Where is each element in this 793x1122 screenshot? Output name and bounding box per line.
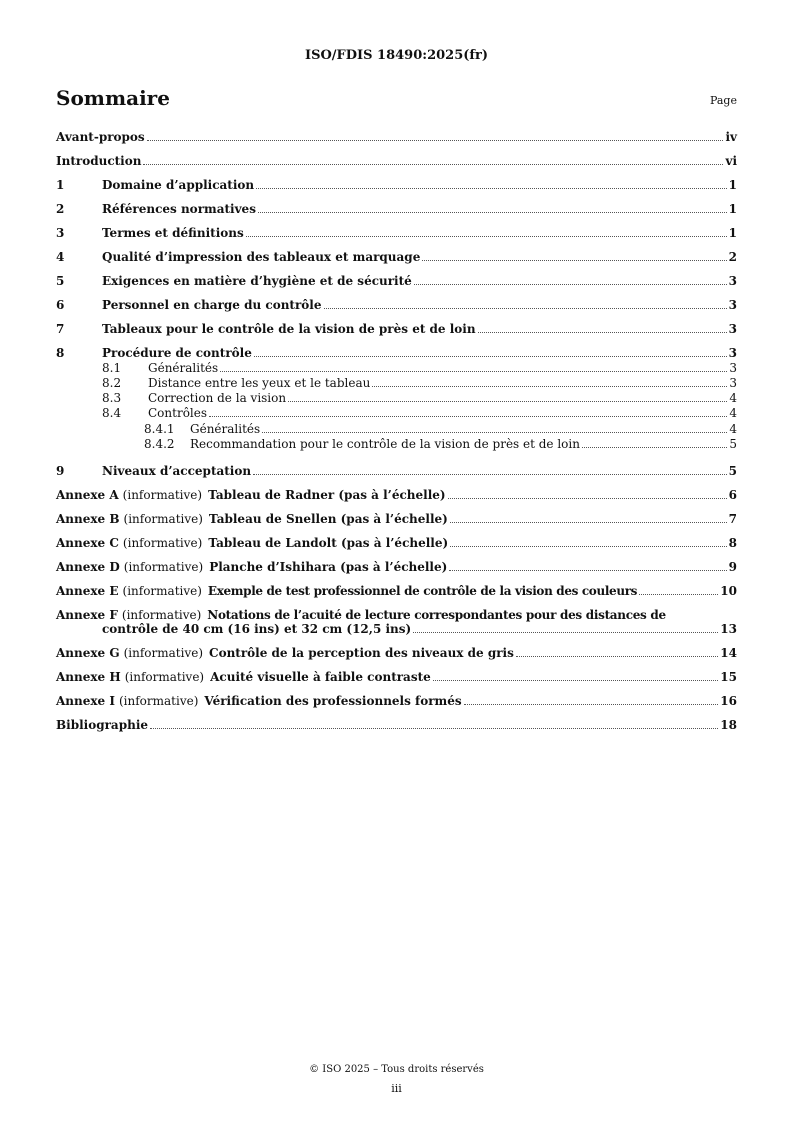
page-title: Sommaire [56, 86, 170, 110]
annex-label: Annexe F [56, 608, 118, 622]
toc-entry-section-1[interactable] [56, 178, 737, 192]
toc-entry-text: Procédure de contrôle [102, 346, 252, 360]
toc-entry-text: Personnel en charge du contrôle [102, 298, 322, 312]
toc-entry-text-continued: contrôle de 40 cm (16 ins) et 32 cm (12,5 ins) [102, 622, 412, 636]
toc-section-number: 6 [56, 298, 65, 312]
toc-section-number: 5 [56, 274, 65, 288]
toc-entry-section-5[interactable] [56, 274, 737, 288]
toc-page-number: 5 [728, 464, 737, 478]
toc-section-number: 8.4 [102, 406, 122, 420]
leader-dots [256, 187, 727, 189]
toc-entry-text: Bibliographie [56, 718, 149, 732]
annex-label: Annexe E [56, 584, 119, 598]
toc-section-number: 4 [56, 250, 65, 264]
toc-section-number: 8.2 [102, 376, 122, 390]
leader-dots [246, 235, 727, 237]
annex-type: (informative) [124, 670, 205, 684]
toc-section-number: 8 [56, 346, 65, 360]
leader-dots [422, 259, 726, 261]
toc-section-number: 8.3 [102, 391, 122, 405]
annex-type: (informative) [122, 536, 203, 550]
toc-page-number: 16 [720, 694, 737, 708]
leader-dots [372, 385, 727, 387]
toc-entry-text: Termes et définitions [102, 226, 244, 240]
toc-entry-text: Contrôles [148, 406, 208, 420]
toc-entry-section-8-3[interactable] [102, 391, 737, 405]
toc-page-number: 7 [728, 512, 737, 526]
toc-entry-annex-f[interactable] [56, 608, 737, 636]
annex-label: Annexe A [56, 488, 119, 502]
toc-page-number: 1 [728, 202, 737, 216]
toc-entry-section-8-4-1[interactable] [144, 422, 737, 436]
toc-entry-annex-i[interactable] [56, 694, 737, 708]
leader-dots [147, 139, 724, 141]
toc-page-number: 3 [728, 322, 737, 336]
page-column-label: Page [709, 94, 737, 107]
toc-page-number: 4 [729, 406, 737, 420]
toc-page-number: 6 [728, 488, 737, 502]
toc-section-number: 8.4.1 [144, 422, 175, 436]
toc-entry-introduction[interactable] [56, 154, 737, 168]
toc-entry-text: Qualité d’impression des tableaux et marquage [102, 250, 421, 264]
toc-section-number: 8.1 [102, 361, 122, 375]
leader-dots [450, 521, 727, 523]
toc-section-number: 1 [56, 178, 65, 192]
toc-section-number: 8.4.2 [144, 437, 175, 451]
leader-dots [143, 163, 723, 165]
toc-entry-text: Introduction [56, 154, 142, 168]
toc-page-number: 9 [728, 560, 737, 574]
toc-page-number: 15 [720, 670, 737, 684]
annex-label: Annexe C [56, 536, 119, 550]
document-id-header: ISO/FDIS 18490:2025(fr) [305, 48, 488, 63]
toc-entry-text: Acuité visuelle à faible contraste [210, 670, 431, 684]
leader-dots [450, 545, 726, 547]
toc-entry-section-8-4-2[interactable] [144, 437, 737, 451]
annex-label: Annexe D [56, 560, 120, 574]
toc-page-number: 3 [729, 376, 737, 390]
leader-dots [220, 370, 727, 372]
toc-entry-section-6[interactable] [56, 298, 737, 312]
leader-dots [413, 631, 718, 633]
toc-entry-text: Vérification des professionnels formés [204, 694, 462, 708]
leader-dots [254, 355, 727, 357]
toc-entry-text: Distance entre les yeux et le tableau [148, 376, 371, 390]
leader-dots [478, 331, 727, 333]
toc-entry-text: Domaine d’application [102, 178, 255, 192]
toc-entry-annex-a[interactable] [56, 488, 737, 502]
toc-entry-text: Tableau de Radner (pas à l’échelle) [208, 488, 446, 502]
copyright-footer: © ISO 2025 – Tous droits réservés [309, 1064, 484, 1075]
leader-dots [516, 655, 718, 657]
toc-page-number: 10 [720, 584, 737, 598]
toc-page-number: 1 [728, 178, 737, 192]
leader-dots [639, 593, 718, 595]
toc-page-number: 4 [729, 422, 737, 436]
toc-entry-text: Avant-propos [56, 130, 145, 144]
toc-section-number: 2 [56, 202, 65, 216]
leader-dots [414, 283, 727, 285]
toc-title-row [56, 86, 737, 116]
toc-entry-annex-g[interactable] [56, 646, 737, 660]
leader-dots [433, 679, 719, 681]
toc-entry-section-8-2[interactable] [102, 376, 737, 390]
toc-section-number: 9 [56, 464, 65, 478]
toc-entry-section-2[interactable] [56, 202, 737, 216]
toc-entry-text: Références normatives [102, 202, 256, 216]
annex-type: (informative) [122, 584, 202, 598]
toc-section-number: 7 [56, 322, 65, 336]
annex-type: (informative) [121, 608, 202, 622]
toc-page-number: 3 [729, 361, 737, 375]
annex-type: (informative) [123, 560, 204, 574]
toc-entry-text: Notations de l’acuité de lecture correspondantes pour des distances de [207, 608, 666, 622]
leader-dots [464, 703, 719, 705]
annex-label: Annexe H [56, 670, 121, 684]
toc-page-number: 3 [728, 274, 737, 288]
toc-section-number: 3 [56, 226, 65, 240]
annex-label: Annexe G [56, 646, 120, 660]
toc-page-number: 2 [728, 250, 737, 264]
toc-entry-section-8-4[interactable] [102, 406, 737, 420]
toc-page-number: 5 [729, 437, 737, 451]
toc-entry-text: Planche d’Ishihara (pas à l’échelle) [209, 560, 448, 574]
leader-dots [258, 211, 727, 213]
toc-page-number: 3 [728, 298, 737, 312]
leader-dots [582, 446, 727, 448]
toc-entry-text: Tableau de Snellen (pas à l’échelle) [208, 512, 448, 526]
toc-entry-annex-d[interactable] [56, 560, 737, 574]
toc-entry-text: Exigences en matière d’hygiène et de sécurité [102, 274, 412, 288]
toc-entry-text: Exemple de test professionnel de contrôle de la vision des couleurs [207, 584, 638, 598]
leader-dots [324, 307, 727, 309]
toc-entry-text: Tableau de Landolt (pas à l’échelle) [208, 536, 449, 550]
toc-entry-text: Contrôle de la perception des niveaux de gris [209, 646, 514, 660]
leader-dots [262, 431, 727, 433]
annex-type: (informative) [123, 512, 203, 526]
leader-dots [449, 569, 726, 571]
toc-page-number: 3 [728, 346, 737, 360]
toc-entry-section-8-1[interactable] [102, 361, 737, 375]
toc-entry-text: Correction de la vision [148, 391, 287, 405]
leader-dots [448, 497, 727, 499]
toc-page-number: 8 [728, 536, 737, 550]
leader-dots [288, 400, 727, 402]
toc-entry-annex-h[interactable] [56, 670, 737, 684]
toc-entry-section-7[interactable] [56, 322, 737, 336]
toc-entry-text: Tableaux pour le contrôle de la vision de près et de loin [102, 322, 476, 336]
toc-entry-annex-c[interactable] [56, 536, 737, 550]
toc-entry-section-9[interactable] [56, 464, 737, 478]
toc-page-number: iv [725, 130, 737, 144]
annex-type: (informative) [122, 488, 203, 502]
toc-page-number: 13 [720, 622, 737, 636]
annex-type: (informative) [118, 694, 199, 708]
toc-entry-annex-b[interactable] [56, 512, 737, 526]
toc-page-number: vi [725, 154, 737, 168]
leader-dots [150, 727, 718, 729]
annex-label: Annexe I [56, 694, 115, 708]
toc-entry-bibliography[interactable] [56, 718, 737, 732]
leader-dots [253, 473, 727, 475]
annex-type: (informative) [123, 646, 204, 660]
toc-entry-annex-e[interactable] [56, 584, 737, 598]
toc-entry-text: Niveaux d’acceptation [102, 464, 252, 478]
toc-page-number: 14 [720, 646, 737, 660]
toc-page-number: 4 [729, 391, 737, 405]
annex-label: Annexe B [56, 512, 120, 526]
toc-entry-section-4[interactable] [56, 250, 737, 264]
toc-entry-text: Généralités [190, 422, 261, 436]
leader-dots [209, 415, 727, 417]
toc-page-number: 18 [720, 718, 737, 732]
toc-entry-text: Recommandation pour le contrôle de la vision de près et de loin [190, 437, 580, 451]
footer-page-number: iii [391, 1082, 402, 1095]
toc-page-number: 1 [728, 226, 737, 240]
toc-entry-avant-propos[interactable] [56, 130, 737, 144]
toc-entry-section-8[interactable] [56, 346, 737, 360]
toc-entry-section-3[interactable] [56, 226, 737, 240]
toc-entry-text: Généralités [148, 361, 219, 375]
